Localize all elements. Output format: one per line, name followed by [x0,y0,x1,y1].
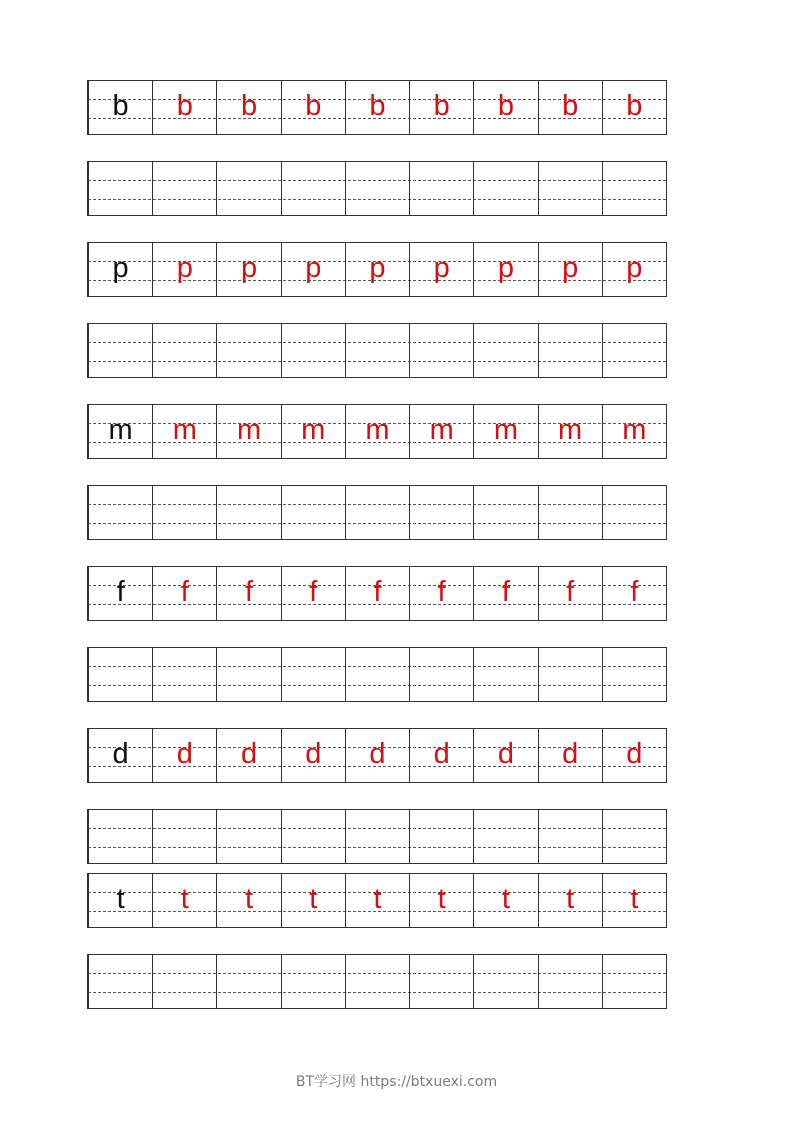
trace-letter: p [176,252,193,284]
trace-letter: p [305,252,322,284]
trace-letter-cell [538,729,602,782]
blank-cell [281,810,345,863]
trace-letter: d [626,738,643,770]
blank-cell [602,810,666,863]
blank-cell [152,162,216,215]
trace-letter: t [566,883,575,915]
blank-cell [473,324,537,377]
blank-cell [409,810,473,863]
trace-letter: t [437,883,446,915]
practice-row [87,566,667,621]
trace-letter: f [437,576,446,608]
blank-cell [345,648,409,701]
blank-cell [345,955,409,1008]
trace-letter: t [630,883,639,915]
blank-cell [216,324,280,377]
trace-letter-cell [152,874,216,927]
blank-cell [602,648,666,701]
trace-letter: f [501,576,510,608]
trace-letter-cell [345,567,409,620]
blank-writing-row [87,323,667,378]
blank-writing-row [87,954,667,1009]
trace-letter: t [245,883,254,915]
trace-letter: f [373,576,382,608]
blank-cell [216,162,280,215]
blank-cell [345,162,409,215]
blank-cell [281,648,345,701]
blank-cell [281,162,345,215]
trace-letter-cell [281,729,345,782]
trace-letter-cell [281,243,345,296]
model-letter: p [112,252,129,284]
trace-letter: f [566,576,575,608]
trace-letter-cell [538,874,602,927]
footer-text: BT学习网 https://btxuexi.com [295,1074,498,1090]
trace-letter-cell [409,874,473,927]
practice-row [87,80,667,135]
blank-cell [345,324,409,377]
model-letter-cell [88,874,152,927]
practice-row [87,728,667,783]
trace-letter: m [172,414,197,446]
model-letter-cell [88,567,152,620]
trace-letter: t [309,883,318,915]
trace-letter: p [369,252,386,284]
blank-cell [88,810,152,863]
trace-letter: d [240,738,258,770]
trace-letter-cell [473,81,537,134]
trace-letter: f [245,576,254,608]
trace-letter: f [309,576,318,608]
blank-cell [538,648,602,701]
trace-letter-cell [281,874,345,927]
blank-cell [473,162,537,215]
trace-letter-cell [152,243,216,296]
trace-letter: m [365,414,390,446]
trace-letter: t [373,883,382,915]
trace-letter-cell [216,405,280,458]
model-letter: d [112,738,129,770]
trace-letter: b [562,90,579,122]
trace-letter: d [497,738,514,770]
model-letter-cell [88,729,152,782]
blank-cell [473,810,537,863]
trace-letter-cell [281,405,345,458]
practice-row [87,404,667,459]
trace-letter-cell [281,567,345,620]
trace-letter-cell [345,729,409,782]
trace-letter: m [493,414,518,446]
blank-cell [473,648,537,701]
trace-letter: b [433,90,450,122]
model-letter: t [116,883,125,915]
blank-cell [152,324,216,377]
trace-letter: d [305,738,322,770]
trace-letter-cell [345,243,409,296]
blank-cell [345,810,409,863]
trace-letter: f [180,576,189,608]
blank-writing-row [87,485,667,540]
model-letter-cell [88,243,152,296]
trace-letter-cell [538,405,602,458]
practice-row [87,242,667,297]
trace-letter-cell [345,81,409,134]
trace-letter-cell [602,874,666,927]
blank-writing-row [87,161,667,216]
trace-letter: p [433,252,450,284]
trace-letter-cell [409,567,473,620]
trace-letter-cell [602,243,666,296]
blank-cell [602,955,666,1008]
blank-cell [88,486,152,539]
trace-letter-cell [409,243,473,296]
blank-cell [473,955,537,1008]
blank-cell [216,648,280,701]
model-letter: b [112,90,129,122]
trace-letter: b [240,90,258,122]
trace-letter: b [369,90,386,122]
blank-cell [602,486,666,539]
trace-letter-cell [602,567,666,620]
trace-letter: m [622,414,647,446]
trace-letter: t [501,883,510,915]
trace-letter-cell [152,729,216,782]
practice-row [87,873,667,928]
blank-cell [538,955,602,1008]
blank-cell [409,955,473,1008]
blank-cell [152,648,216,701]
trace-letter: m [301,414,326,446]
blank-cell [216,955,280,1008]
trace-letter: m [236,414,262,446]
trace-letter-cell [216,567,280,620]
trace-letter-cell [409,405,473,458]
blank-cell [538,324,602,377]
trace-letter-cell [538,81,602,134]
trace-letter-cell [216,729,280,782]
blank-cell [602,162,666,215]
trace-letter-cell [152,405,216,458]
trace-letter: p [240,252,258,284]
trace-letter-cell [152,81,216,134]
trace-letter-cell [538,567,602,620]
model-letter-cell [88,405,152,458]
blank-cell [409,162,473,215]
trace-letter: m [558,414,583,446]
trace-letter-cell [473,243,537,296]
blank-cell [152,486,216,539]
trace-letter: d [176,738,193,770]
trace-letter-cell [473,567,537,620]
blank-cell [281,324,345,377]
trace-letter: d [369,738,386,770]
blank-writing-row [87,809,667,864]
model-letter-cell [88,81,152,134]
blank-cell [409,648,473,701]
trace-letter: b [497,90,514,122]
blank-cell [473,486,537,539]
blank-cell [281,486,345,539]
trace-letter-cell [281,81,345,134]
trace-letter-cell [409,729,473,782]
trace-letter-cell [345,405,409,458]
trace-letter-cell [602,729,666,782]
trace-letter-cell [602,405,666,458]
blank-cell [88,324,152,377]
trace-letter-cell [216,81,280,134]
blank-cell [538,486,602,539]
trace-letter-cell [216,243,280,296]
trace-letter: f [630,576,639,608]
trace-letter-cell [473,405,537,458]
trace-letter-cell [473,874,537,927]
blank-cell [152,810,216,863]
blank-cell [538,810,602,863]
blank-cell [216,486,280,539]
trace-letter-cell [216,874,280,927]
blank-cell [88,955,152,1008]
trace-letter: b [305,90,322,122]
trace-letter-cell [538,243,602,296]
model-letter: m [108,414,133,446]
model-letter: f [116,576,125,608]
trace-letter-cell [152,567,216,620]
trace-letter-cell [345,874,409,927]
blank-writing-row [87,647,667,702]
trace-letter: p [562,252,579,284]
trace-letter: d [433,738,450,770]
blank-cell [409,324,473,377]
trace-letter: m [429,414,454,446]
blank-cell [538,162,602,215]
blank-cell [216,810,280,863]
blank-cell [345,486,409,539]
blank-cell [281,955,345,1008]
trace-letter: p [626,252,643,284]
trace-letter-cell [409,81,473,134]
blank-cell [88,162,152,215]
trace-letter: b [626,90,643,122]
trace-letter: t [180,883,189,915]
trace-letter-cell [602,81,666,134]
trace-letter: d [562,738,579,770]
trace-letter-cell [473,729,537,782]
trace-letter: b [176,90,193,122]
blank-cell [88,648,152,701]
blank-cell [409,486,473,539]
trace-letter: p [497,252,514,284]
blank-cell [602,324,666,377]
blank-cell [152,955,216,1008]
